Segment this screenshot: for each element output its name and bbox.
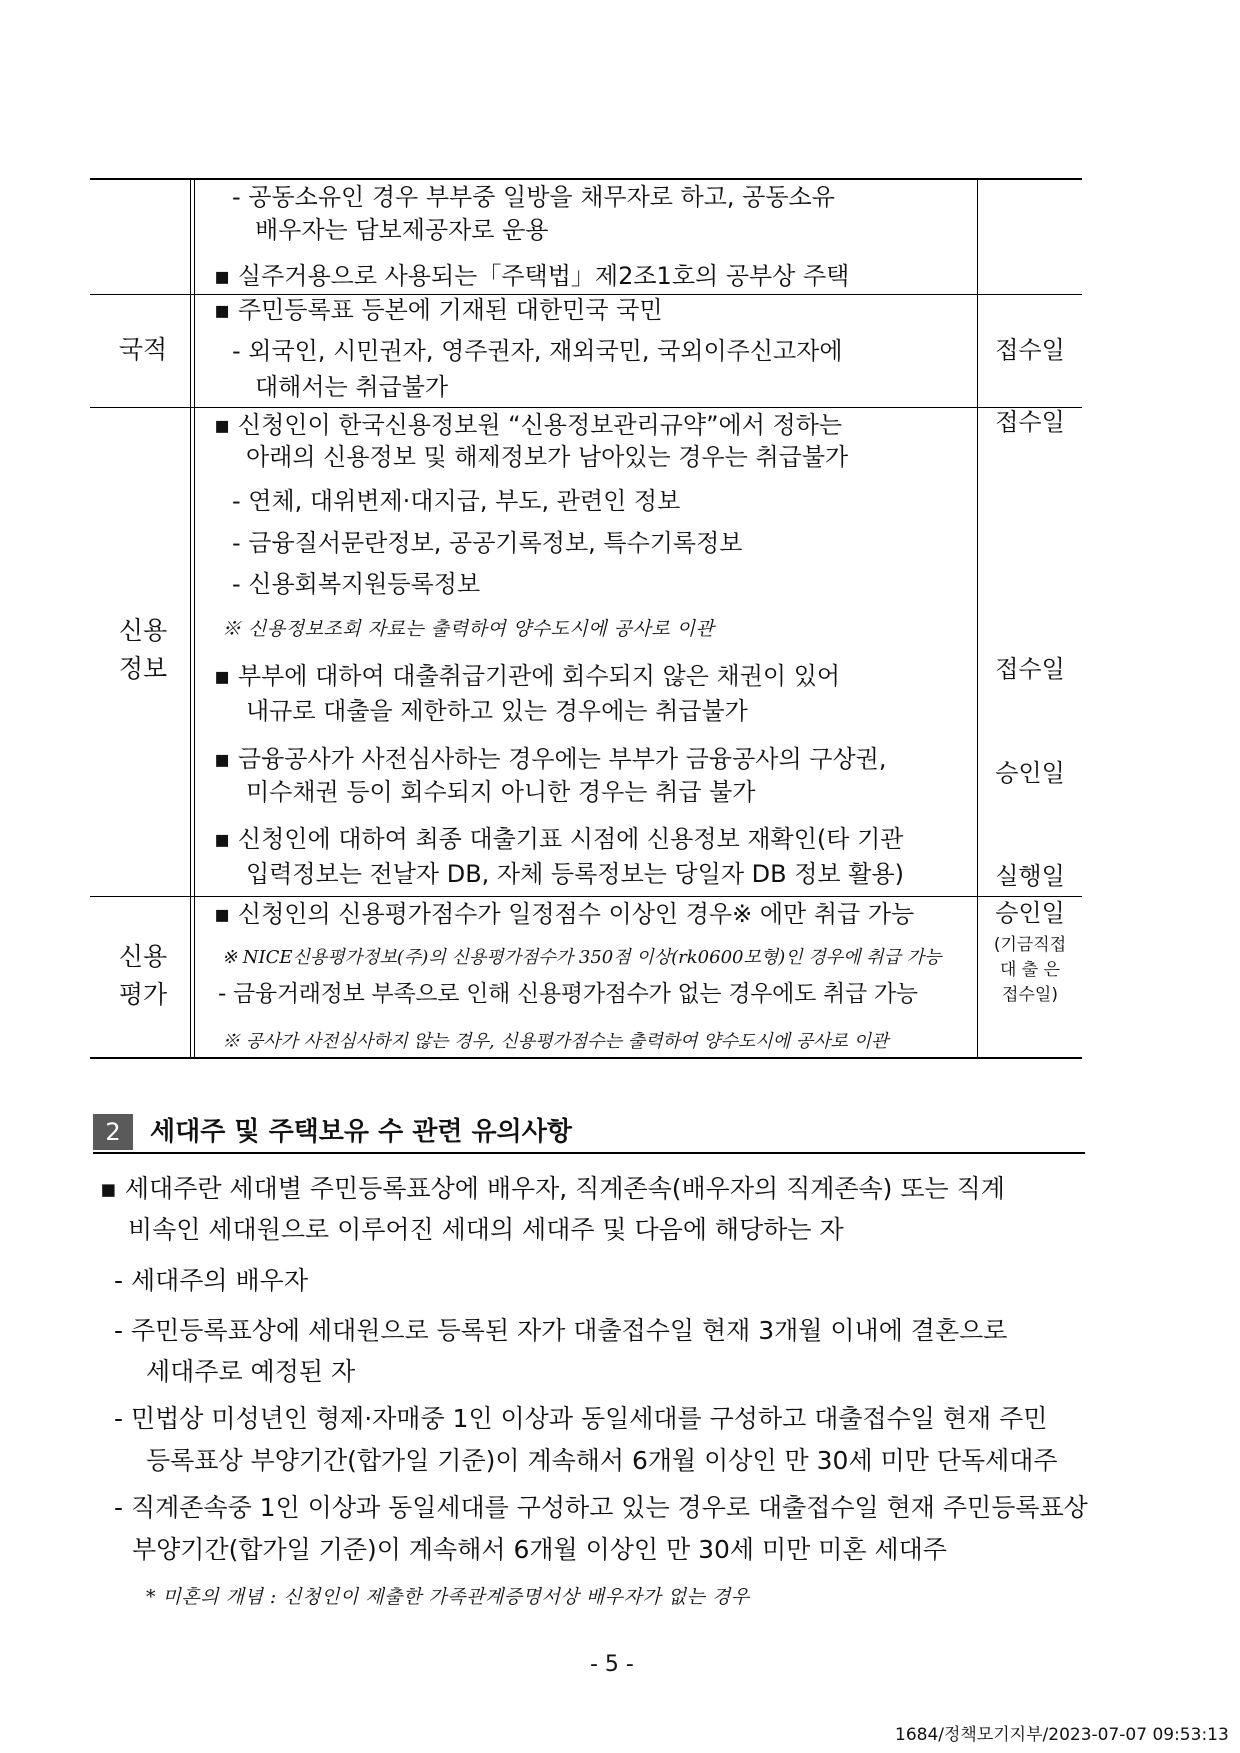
table-text: ▪ 신청인의 신용평가점수가 일정점수 이상인 경우※ 에만 취급 가능: [214, 900, 915, 928]
table-text: 미수채권 등이 회수되지 아니한 경우는 취급 불가: [246, 778, 756, 806]
date-note-line: (기금직접: [993, 935, 1067, 955]
date-note-line: 접수일): [1002, 985, 1058, 1005]
table-col-divider-double: [194, 178, 195, 1058]
category-line: 평가: [118, 980, 168, 1009]
date-note: [980, 933, 1080, 1008]
date-note-line: 대 출 은: [999, 960, 1061, 980]
category-line: 정보: [118, 654, 168, 683]
table-text: ▪ 주민등록표 등본에 기재된 대한민국 국민: [214, 296, 663, 324]
category-line: 신용: [118, 616, 168, 645]
section-title: 세대주 및 주택보유 수 관련 유의사항: [150, 1117, 572, 1147]
body-text: - 주민등록표상에 세대원으로 등록된 자가 대출접수일 현재 3개월 이내에 결혼으로: [114, 1316, 1008, 1345]
table-note: ※ 공사가 사전심사하지 않는 경우, 신용평가점수는 출력하여 양수도시에 공사로 이관: [222, 1031, 889, 1052]
table-text: ▪ 실주거용으로 사용되는「주택법」제2조1호의 공부상 주택: [214, 262, 850, 290]
table-col-divider: [977, 178, 978, 1058]
table-text: 내규로 대출을 제한하고 있는 경우에는 취급불가: [246, 697, 748, 725]
table-text: - 공동소유인 경우 부부중 일방을 채무자로 하고, 공동소유: [232, 183, 835, 211]
category-credit-score: [93, 938, 193, 1014]
page-number: - 5 -: [590, 1652, 634, 1677]
table-text: 입력정보는 전날자 DB, 자체 등록정보는 당일자 DB 정보 활용): [246, 860, 904, 888]
body-text: 부양기간(합가일 기준)이 계속해서 6개월 이상인 만 30세 미만 미혼 세대주: [132, 1535, 947, 1564]
body-text: - 직계존속중 1인 이상과 동일세대를 구성하고 있는 경우로 대출접수일 현재 주민등록표상: [114, 1493, 1088, 1522]
table-text: 대해서는 취급불가: [255, 373, 449, 401]
body-note: * 미혼의 개념 : 신청인이 제출한 가족관계증명서상 배우자가 없는 경우: [146, 1586, 750, 1608]
section-number: 2: [93, 1114, 133, 1150]
table-text: ▪ 부부에 대하여 대출취급기관에 회수되지 않은 채권이 있어: [214, 662, 841, 690]
table-text: - 연체, 대위변제·대지급, 부도, 관련인 정보: [232, 487, 681, 515]
table-note: ※ NICE신용평가정보(주)의 신용평가점수가 350점 이상(rk0600모형)인 경우에 취급 가능: [222, 947, 942, 968]
body-text: 비속인 세대원으로 이루어진 세대의 세대주 및 다음에 해당하는 자: [128, 1215, 844, 1244]
date-cell: 실행일: [995, 862, 1065, 890]
body-text: 등록표상 부양기간(합가일 기준)이 계속해서 6개월 이상인 만 30세 미만 단독세대주: [146, 1446, 1058, 1475]
table-text: - 외국인, 시민권자, 영주권자, 재외국민, 국외이주신고자에: [232, 337, 843, 365]
body-text: - 세대주의 배우자: [114, 1266, 308, 1295]
table-text: ▪ 신청인에 대하여 최종 대출기표 시점에 신용정보 재확인(타 기관: [214, 825, 904, 853]
date-cell: 접수일: [995, 655, 1065, 683]
table-text: - 신용회복지원등록정보: [232, 570, 481, 598]
date-cell: 승인일: [995, 759, 1065, 787]
category-nationality: 국적: [118, 335, 168, 364]
table-text: - 금융질서문란정보, 공공기록정보, 특수기록정보: [232, 529, 743, 557]
category-credit-info: [93, 612, 193, 688]
body-text: 세대주로 예정된 자: [146, 1357, 356, 1386]
category-line: 신용: [118, 942, 168, 971]
date-cell: 접수일: [995, 408, 1065, 436]
print-stamp: 1684/정책모기지부/2023-07-07 09:53:13: [895, 1725, 1229, 1745]
body-text: - 민법상 미성년인 형제·자매중 1인 이상과 동일세대를 구성하고 대출접수일 현재 주민: [114, 1404, 1048, 1433]
table-text: ▪ 신청인이 한국신용정보원 “신용정보관리규약”에서 정하는: [214, 411, 843, 439]
date-cell: 승인일: [995, 899, 1065, 927]
table-text: 아래의 신용정보 및 해제정보가 남아있는 경우는 취급불가: [246, 443, 849, 471]
body-text: ▪ 세대주란 세대별 주민등록표상에 배우자, 직계존속(배우자의 직계존속) 또는 직계: [100, 1174, 1005, 1203]
table-text: - 금융거래정보 부족으로 인해 신용평가점수가 없는 경우에도 취급 가능: [218, 981, 918, 1007]
table-text: 배우자는 담보제공자로 운용: [255, 216, 549, 244]
section-title-underline: [93, 1152, 1085, 1154]
table-text: ▪ 금융공사가 사전심사하는 경우에는 부부가 금융공사의 구상권,: [214, 745, 887, 773]
date-cell: 접수일: [995, 336, 1065, 364]
table-note: ※ 신용정보조회 자료는 출력하여 양수도시에 공사로 이관: [222, 618, 715, 640]
